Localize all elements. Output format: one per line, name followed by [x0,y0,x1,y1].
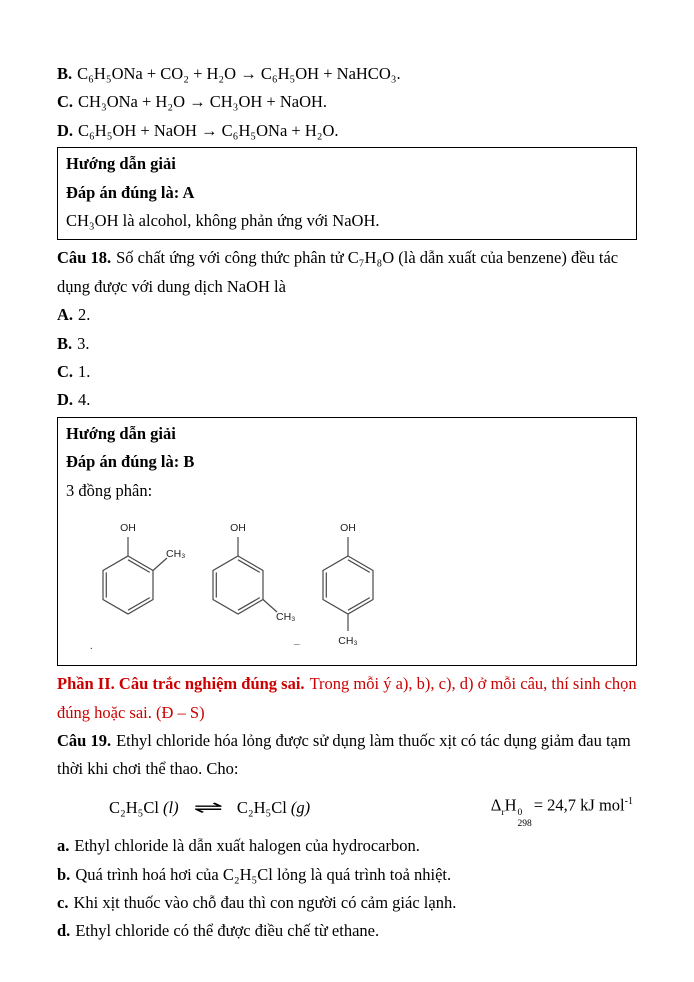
option-label: B. [57,64,73,83]
option-text: 4. [78,390,91,410]
part2-instructions: Trong mỗi ý a), b), c), d) ở mỗi câu, thí sinh chọn đúng hoặc sai. (Đ – S) [57,674,637,722]
question-body: Số chất ứng với công thức phân tử C₇H₈O (là dẫn xuất của benzene) đều tác dụng được với dung dịch NaOH là [57,248,619,296]
cresol-structures-figure [78,509,628,653]
stray-dot: . [90,640,93,653]
right-formula: C₂H₅Cl [236,797,287,817]
oh-label: OH [340,522,356,535]
solution-heading: Hướng dẫn giải [66,423,176,443]
stray-dash: – [294,638,300,651]
delta-subscript: r [501,807,505,818]
question18-text [57,244,637,301]
equilibrium-equation [109,793,310,823]
structure-m-cresol [188,509,296,649]
enthalpy-symbol: H [504,795,517,815]
solution-box-question18 [57,417,637,666]
question19-statement-d [57,917,637,945]
question18-option-d [57,386,637,414]
statement-label: b. [57,864,71,884]
delta-symbol: Δ [490,795,502,815]
statement-text: Quá trình hoá hơi của C₂H₅Cl lỏng là quá trình toả nhiệt. [75,864,452,884]
option-text: CH₃ONa + H₂O → CH₃OH + NaOH. [78,92,328,112]
question19-statement-b [57,861,637,889]
question18-option-a [57,301,637,329]
solution-answer: Đáp án đúng là: B [66,452,195,472]
option-label: D. [57,390,74,410]
structure-p-cresol [298,509,406,649]
statement-text: Khi xịt thuốc vào chỗ đau thì con người có cảm giác lạnh. [73,892,457,912]
enthalpy-subscript: 298 [517,818,532,829]
statement-text: Ethyl chloride là dẫn xuất halogen của hydrocarbon. [74,836,420,856]
option-label: C. [57,92,74,112]
option-label: B. [57,333,73,353]
question17-option-d [57,117,637,145]
ch3-label: CH₃ [276,611,296,624]
option-label: A. [57,305,74,325]
question19-statement-c [57,889,637,917]
ch3-label: CH₃ [166,548,186,561]
option-text: 1. [78,362,91,382]
ch3-label: CH₃ [338,635,358,648]
question-body: Ethyl chloride hóa lỏng được sử dụng làm thuốc xịt có tác dụng giảm đau tạm thời khi chơi thể thao. Cho: [57,730,631,779]
part2-heading [57,670,637,727]
structure-o-cresol [78,509,186,653]
question-number: Câu 19. [57,730,112,750]
statement-label: d. [57,921,71,941]
question19-text [57,727,637,784]
enthalpy-value: = 24,7 kJ mol [533,795,625,815]
value-superscript: -1 [624,795,633,807]
option-text: C₆H₅OH + NaOH → C₆H₅ONa + H₂O. [78,120,339,140]
statement-text: Ethyl chloride có thể được điều chế từ ethane. [75,921,380,941]
solution-answer: Đáp án đúng là: A [66,182,195,202]
option-label: C. [57,362,74,382]
left-formula: C₂H₅Cl [109,797,160,817]
left-state: (l) [163,797,179,817]
statement-label: c. [57,892,69,912]
question19-statement-a [57,832,637,860]
option-text: 2. [78,305,91,325]
part2-title: Phần II. Câu trắc nghiệm đúng sai. [57,674,305,694]
equation-row [57,787,637,829]
oh-label: OH [120,522,136,535]
question18-option-b [57,330,637,358]
enthalpy-term [491,787,633,829]
question17-option-b [57,60,637,88]
solution-body: CH₃OH là alcohol, không phản ứng với NaOH. [66,211,380,231]
option-text: 3. [77,333,90,353]
solution-body: 3 đồng phân: [66,480,153,500]
question17-option-c [57,88,637,116]
right-state: (g) [290,797,311,817]
oh-label: OH [230,522,246,535]
enthalpy-supsub [518,808,532,829]
statement-label: a. [57,836,70,856]
solution-box-question17 [57,147,637,240]
option-text: C₆H₅ONa + CO₂ + H₂O → C₆H₅OH + NaHCO₃. [77,64,401,83]
solution-heading: Hướng dẫn giải [66,154,176,174]
equilibrium-arrow-icon: ⇌ [192,797,223,818]
option-label: D. [57,120,74,140]
question18-option-c [57,358,637,386]
question-number: Câu 18. [57,248,112,268]
enthalpy-superscript: 0 [517,808,523,819]
